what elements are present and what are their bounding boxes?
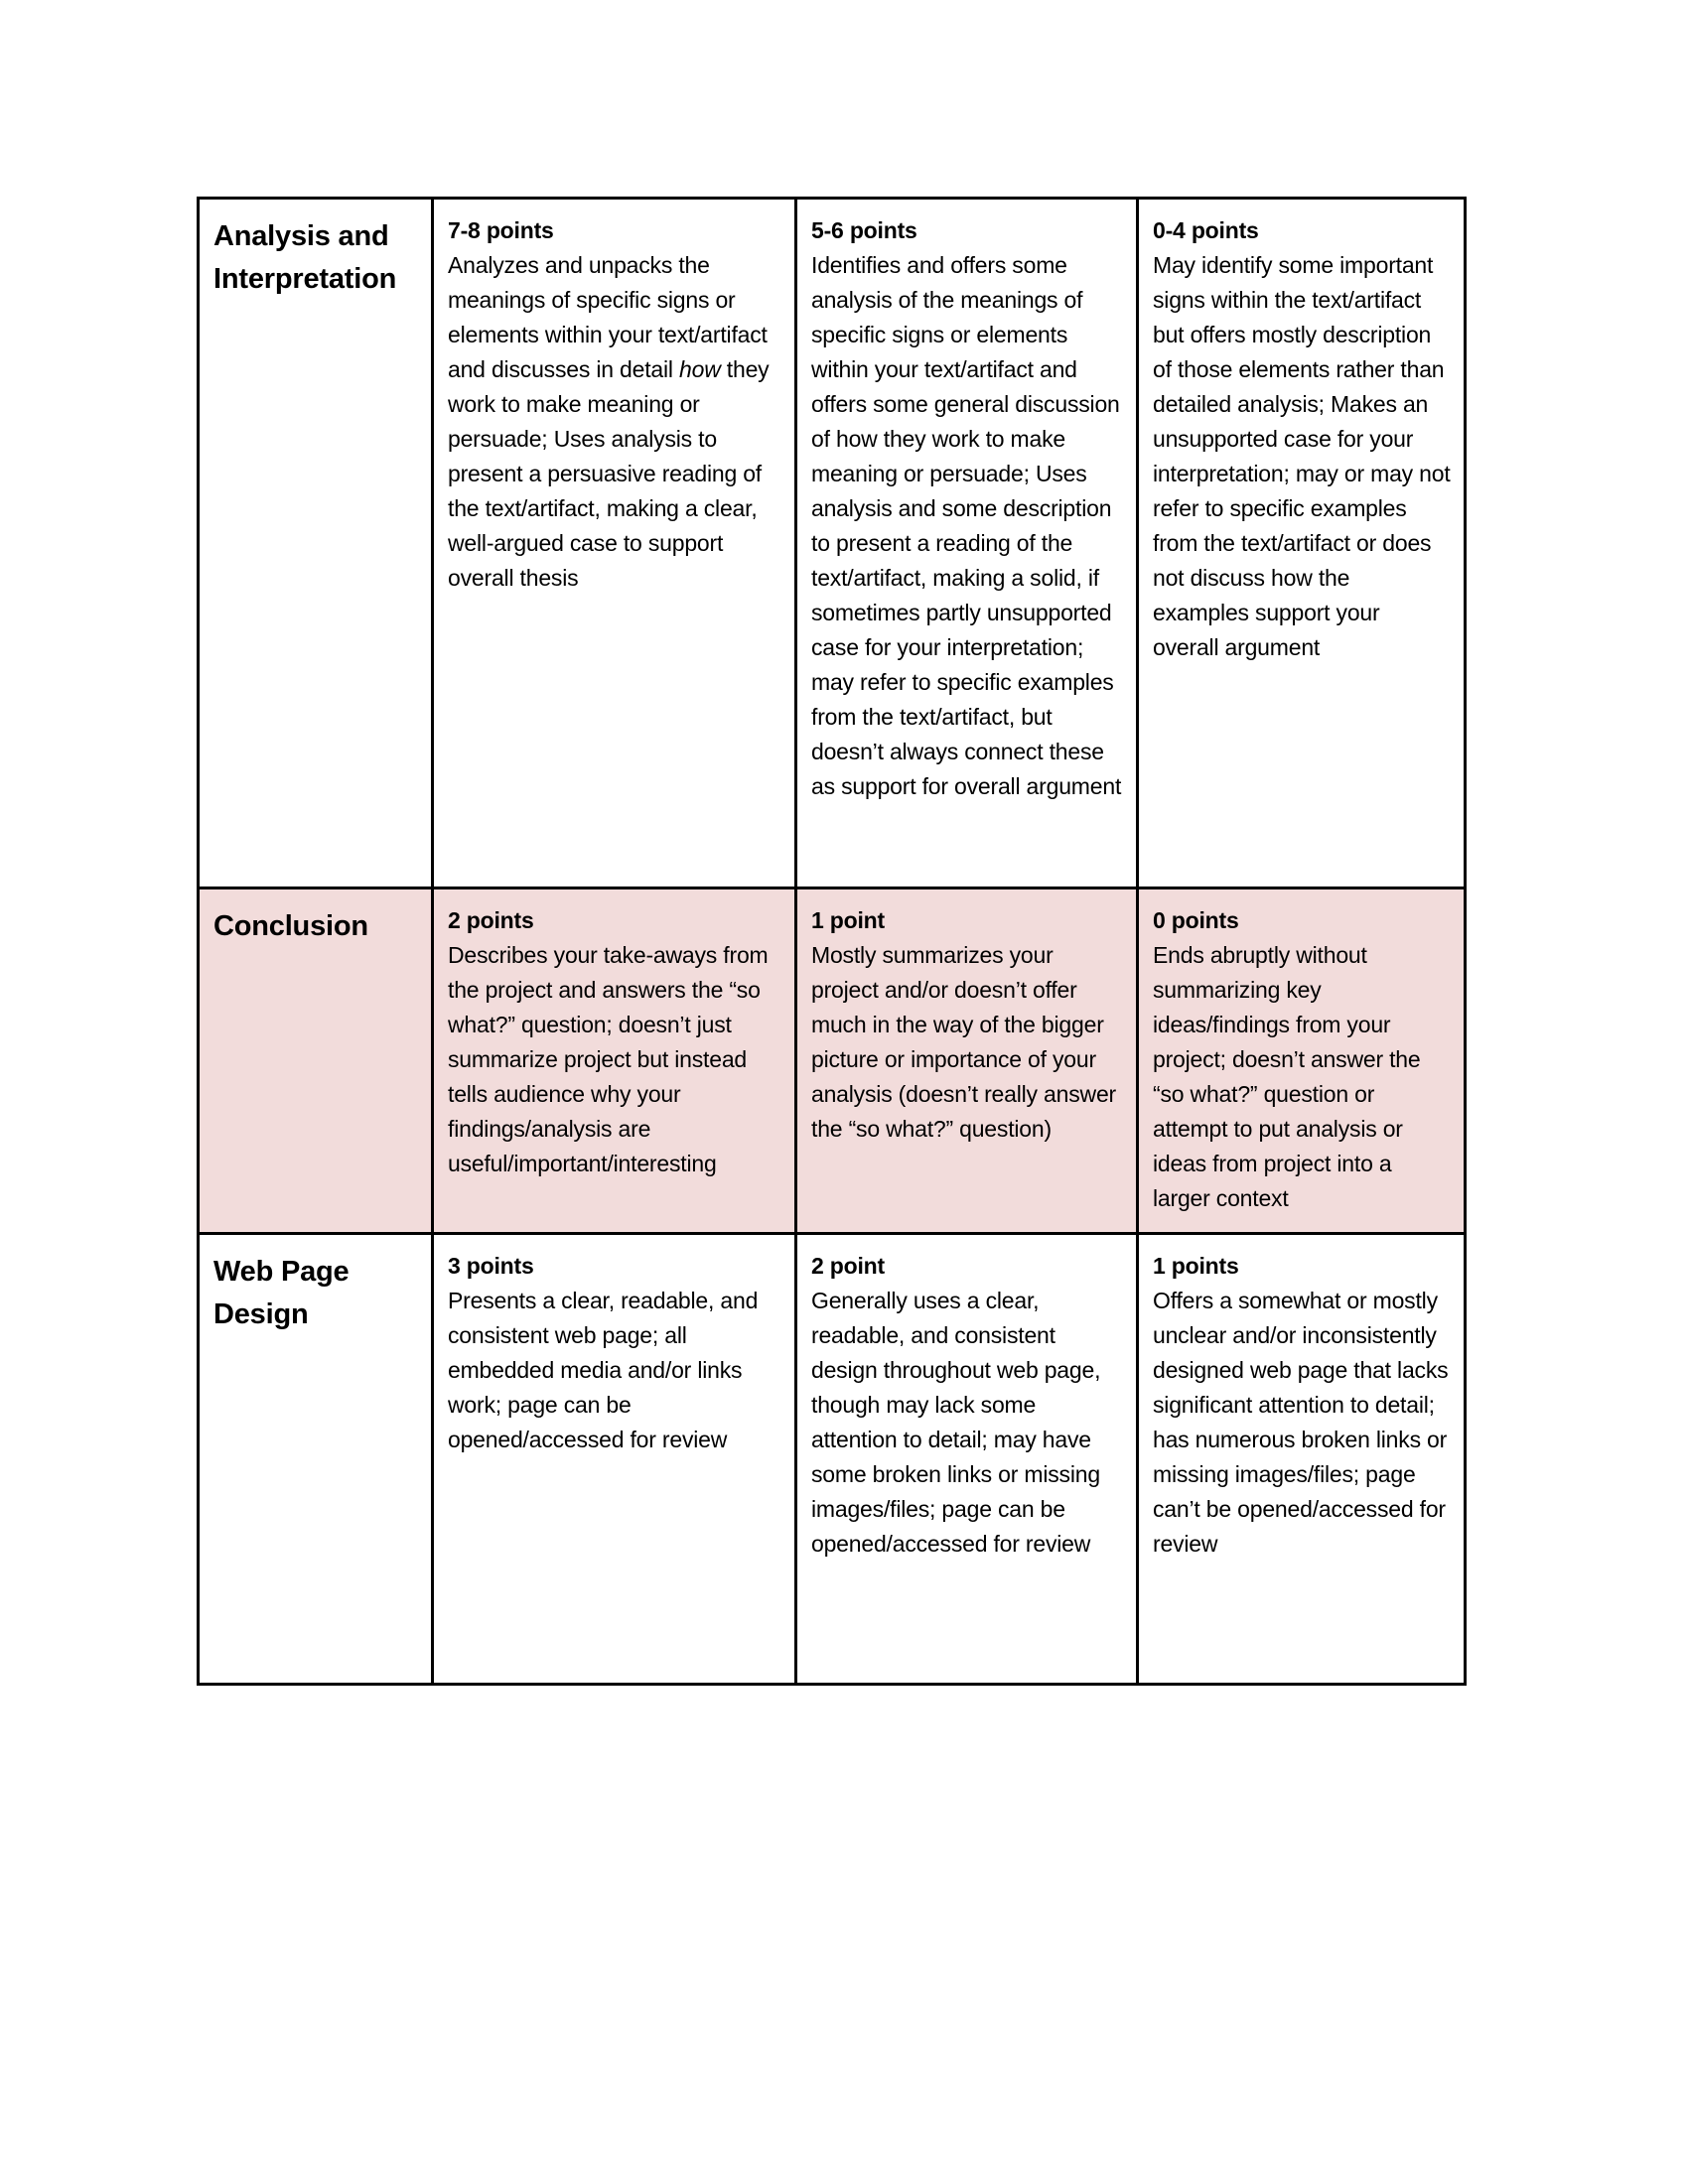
points-label: 7-8 points [448, 217, 554, 243]
level-description: Identifies and offers some analysis of the meanings of specific signs or elements within your text/artifact and offers some general discussion of how they work to make meaning or persuade; Uses analysis and some description to present a reading of the text/artifact, making a solid, if sometimes partly unsupported case for your interpretation; may refer to specific examples from the text/artifact, but doesn’t always connect these as support for overall argument [811, 252, 1122, 799]
level-description: Describes your take-aways from the project and answers the “so what?” question; doesn’t just summarize project but instead tells audience why your findings/analysis are useful/important/interesting [448, 942, 769, 1176]
level-description: May identify some important signs within the text/artifact but offers mostly description of those elements rather than detailed analysis; Makes an unsupported case for your interpretation; may or may not refer to specific examples from the text/artifact or does not discuss how the examples support your overall argument [1153, 252, 1451, 660]
emphasis-text: how [679, 356, 721, 382]
points-label: 5-6 points [811, 217, 917, 243]
points-label: 2 point [811, 1253, 885, 1279]
level-cell [433, 1234, 796, 1685]
points-label: 1 point [811, 907, 885, 933]
level-description: Analyzes and unpacks the meanings of specific signs or elements within your text/artifact and discusses in detail how they work to make meaning or persuade; Uses analysis to present a persuasive reading of the text/artifact, making a clear, well-argued case to support overall thesis [448, 252, 770, 591]
criterion-label: Analysis and Interpretation [213, 220, 397, 295]
points-label: 0-4 points [1153, 217, 1259, 243]
rubric-table [197, 197, 1467, 1686]
rubric-row-conclusion [199, 888, 1466, 1234]
level-cell [796, 888, 1138, 1234]
criterion-cell [199, 1234, 433, 1685]
points-label: 3 points [448, 1253, 534, 1279]
level-cell [433, 888, 796, 1234]
criterion-cell [199, 888, 433, 1234]
level-cell [796, 199, 1138, 888]
level-description: Ends abruptly without summarizing key ideas/findings from your project; doesn’t answer the “so what?” question or attempt to put analysis or ideas from project into a larger context [1153, 942, 1421, 1211]
level-cell [1138, 1234, 1466, 1685]
level-description: Offers a somewhat or mostly unclear and/or inconsistently designed web page that lacks significant attention to detail; has numerous broken links or missing images/files; page can’t be opened/accessed for review [1153, 1288, 1449, 1557]
level-cell [1138, 199, 1466, 888]
level-cell [1138, 888, 1466, 1234]
criterion-label: Web Page Design [213, 1256, 350, 1330]
level-cell [433, 199, 796, 888]
level-description: Presents a clear, readable, and consistent web page; all embedded media and/or links work; page can be opened/accessed for review [448, 1288, 759, 1452]
rubric-row-web-page-design [199, 1234, 1466, 1685]
points-label: 1 points [1153, 1253, 1239, 1279]
level-cell [796, 1234, 1138, 1685]
criterion-label: Conclusion [213, 910, 368, 942]
rubric-row-analysis [199, 199, 1466, 888]
level-description: Generally uses a clear, readable, and consistent design throughout web page, though may lack some attention to detail; may have some broken links or missing images/files; page can be opened/accessed for review [811, 1288, 1101, 1557]
criterion-cell [199, 199, 433, 888]
points-label: 0 points [1153, 907, 1239, 933]
level-description: Mostly summarizes your project and/or doesn’t offer much in the way of the bigger picture or importance of your analysis (doesn’t really answer the “so what?” question) [811, 942, 1116, 1142]
points-label: 2 points [448, 907, 534, 933]
